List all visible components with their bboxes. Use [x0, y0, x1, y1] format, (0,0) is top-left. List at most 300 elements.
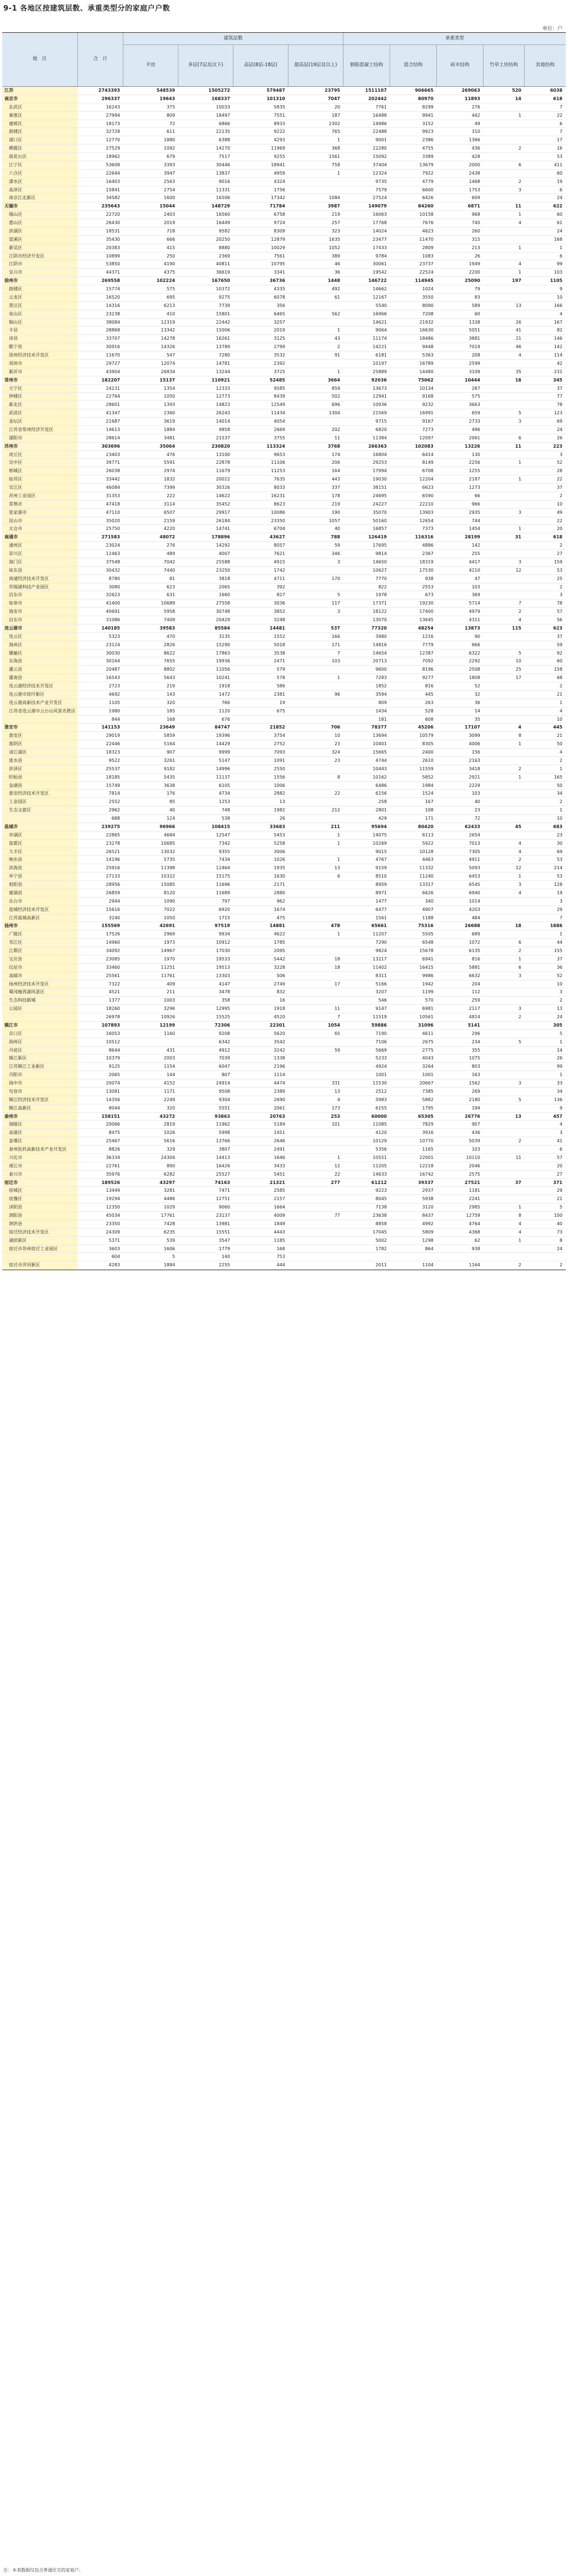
- table-row: [2, 1146, 566, 1154]
- row-cell: 3006: [273, 849, 285, 854]
- row-cell: 10134: [419, 385, 434, 391]
- row-cell: 1105: [550, 278, 562, 284]
- row-cell: 3603: [108, 1246, 120, 1251]
- row-cell: 22644: [106, 170, 120, 176]
- row-cell: 37: [556, 956, 562, 962]
- row-cell: 287: [471, 385, 480, 391]
- row-cell: 78: [556, 402, 562, 408]
- row-cell: [288, 1253, 343, 1261]
- row-cell: [484, 1054, 525, 1062]
- row-cell: 71784: [270, 204, 285, 209]
- row-cell: 1: [518, 741, 521, 747]
- row-cell: 331: [331, 1081, 340, 1086]
- row-cell: [288, 682, 343, 690]
- table-row: [2, 881, 566, 889]
- row-cell: 1742: [273, 567, 285, 573]
- row-region-name: 吴江区: [2, 484, 78, 492]
- row-cell: 103: [554, 270, 562, 275]
- row-cell: 26521: [106, 849, 120, 854]
- row-cell: 3916: [422, 1130, 434, 1136]
- table-row: [2, 798, 566, 806]
- row-cell: 2610: [422, 757, 434, 763]
- row-cell: 2: [518, 948, 521, 953]
- table-row: [2, 765, 566, 774]
- table-row: [2, 112, 566, 120]
- row-cell: 72: [474, 816, 480, 821]
- row-cell: 26: [556, 435, 562, 440]
- row-cell: 1852: [375, 683, 387, 688]
- table-row: [2, 343, 566, 351]
- row-cell: 47110: [106, 509, 120, 515]
- table-row: [2, 707, 566, 716]
- row-cell: [484, 385, 525, 393]
- row-cell: 78: [556, 601, 562, 606]
- row-cell: 30432: [106, 567, 120, 573]
- table-row: [2, 757, 566, 765]
- row-cell: 6038: [550, 88, 562, 93]
- row-cell: 49: [474, 121, 480, 126]
- row-cell: 25: [556, 576, 562, 581]
- row-cell: 966: [471, 501, 480, 507]
- row-cell: 14967: [161, 948, 175, 953]
- row-cell: 6758: [273, 212, 285, 217]
- row-region-name: 邗江区: [2, 939, 78, 947]
- row-cell: [484, 682, 525, 690]
- row-cell: 170: [331, 576, 340, 581]
- row-cell: 128: [554, 882, 562, 887]
- row-cell: 415: [166, 245, 175, 250]
- row-cell: 95694: [371, 824, 387, 829]
- row-cell: [288, 914, 343, 922]
- row-cell: 61: [556, 220, 562, 225]
- row-cell: 33460: [106, 964, 120, 970]
- row-cell: 10: [334, 733, 340, 739]
- row-cell: 23024: [106, 543, 120, 548]
- row-region-name: 蜀冈瘦西湖风景区: [2, 988, 78, 996]
- row-cell: 8802: [163, 667, 175, 672]
- row-cell: 1: [518, 956, 521, 962]
- table-row: [2, 1096, 566, 1104]
- row-cell: 156: [471, 750, 480, 755]
- row-cell: 4711: [273, 576, 285, 581]
- row-cell: 5: [559, 1031, 562, 1036]
- row-cell: 6: [559, 187, 562, 192]
- row-cell: 11893: [465, 96, 480, 101]
- row-cell: 683: [553, 824, 562, 829]
- row-cell: 1: [337, 1155, 340, 1160]
- row-cell: 1978: [375, 592, 387, 598]
- row-region-name: 连云港经济技术开发区: [2, 682, 78, 690]
- row-cell: 4755: [422, 146, 434, 151]
- row-cell: 4: [518, 725, 521, 730]
- row-cell: [484, 1195, 525, 1203]
- row-cell: 2381: [273, 691, 285, 697]
- row-region-name: 连云港市: [2, 625, 78, 632]
- row-cell: 1600: [163, 195, 175, 201]
- row-cell: [288, 178, 343, 186]
- row-cell: 492: [331, 286, 340, 291]
- row-cell: 77: [334, 1213, 340, 1218]
- row-region-name: 天宁区: [2, 385, 78, 393]
- row-region-name: 六合区: [2, 170, 78, 177]
- row-cell: 2046: [469, 1163, 480, 1168]
- row-cell: 2367: [422, 551, 434, 556]
- row-cell: 320: [166, 700, 175, 705]
- row-region-name: 镇江经济技术开发区: [2, 1096, 78, 1104]
- row-cell: 1298: [422, 1237, 434, 1243]
- row-cell: 50: [556, 782, 562, 788]
- row-cell: 53608: [106, 162, 120, 167]
- row-cell: 43: [334, 336, 340, 341]
- row-cell: 158151: [101, 1113, 120, 1119]
- row-cell: 666: [166, 236, 175, 242]
- row-cell: 8971: [375, 890, 387, 895]
- table-row: [2, 1063, 566, 1071]
- row-cell: [484, 136, 525, 144]
- row-cell: 13789: [216, 344, 230, 350]
- row-cell: 2921: [469, 774, 480, 780]
- table-row: [2, 682, 566, 691]
- table-row: [2, 600, 566, 608]
- row-cell: 9001: [375, 137, 387, 143]
- row-cell: 12167: [372, 294, 387, 300]
- row-cell: 26184: [216, 518, 230, 523]
- row-cell: 7561: [273, 253, 285, 259]
- row-cell: 3: [518, 559, 521, 564]
- row-cell: 219: [331, 501, 340, 507]
- row-region-name: 江苏盐城高新区: [2, 914, 78, 922]
- table-row: [2, 1154, 566, 1162]
- row-cell: 442: [471, 112, 480, 118]
- row-cell: 1114: [273, 1072, 285, 1078]
- row-cell: [484, 1088, 525, 1096]
- row-cell: 9585: [273, 385, 285, 391]
- row-cell: 11: [334, 435, 340, 440]
- header-floors-group: 建筑层数: [123, 33, 343, 45]
- row-cell: 20763: [270, 1113, 285, 1119]
- row-cell: 74163: [215, 1180, 230, 1185]
- row-cell: 43627: [270, 534, 285, 540]
- table-row: [2, 1104, 566, 1113]
- row-cell: 7106: [375, 1039, 387, 1044]
- row-cell: 19643: [160, 96, 175, 101]
- row-cell: 16: [556, 146, 562, 151]
- row-region-name: 灌云县: [2, 666, 78, 673]
- row-cell: 520: [512, 88, 521, 93]
- row-cell: 11056: [216, 667, 230, 672]
- row-cell: 2552: [108, 799, 120, 805]
- row-cell: [288, 1054, 343, 1062]
- row-cell: 3240: [108, 915, 120, 920]
- row-cell: 675: [276, 708, 285, 714]
- row-cell: 7208: [422, 311, 434, 316]
- row-cell: 296: [471, 1031, 480, 1036]
- row-cell: 37548: [106, 559, 120, 564]
- row-cell: 1105: [108, 700, 120, 705]
- row-cell: 23: [474, 808, 480, 813]
- row-cell: 6105: [218, 782, 230, 788]
- row-cell: 11384: [372, 435, 387, 440]
- row-cell: 3: [518, 187, 521, 192]
- table-row: [2, 691, 566, 699]
- row-cell: 14622: [216, 493, 230, 498]
- row-cell: 445: [425, 691, 434, 697]
- row-region-name: 扬州市: [2, 922, 78, 930]
- row-cell: 148729: [211, 204, 230, 209]
- row-cell: 22764: [106, 394, 120, 399]
- row-cell: 3550: [422, 294, 434, 300]
- row-cell: 30446: [216, 162, 230, 167]
- row-cell: 10401: [372, 741, 387, 747]
- table-row: [2, 1220, 566, 1228]
- row-cell: 17761: [161, 1213, 175, 1218]
- row-cell: 22280: [372, 146, 387, 151]
- row-cell: 45034: [106, 1213, 120, 1218]
- row-cell: 57: [556, 1155, 562, 1160]
- row-cell: 15044: [160, 204, 175, 209]
- row-cell: 827: [276, 592, 285, 598]
- table-row: [2, 608, 566, 616]
- data-table: [2, 32, 566, 1270]
- row-cell: 5809: [422, 1229, 434, 1235]
- row-cell: 5147: [218, 757, 230, 763]
- row-cell: [484, 285, 525, 293]
- row-cell: 17526: [106, 932, 120, 937]
- row-cell: 3: [559, 452, 562, 457]
- row-cell: 3135: [218, 633, 230, 639]
- row-cell: 1304: [328, 410, 340, 416]
- row-cell: 832: [276, 989, 285, 995]
- table-row: [2, 475, 566, 484]
- row-cell: 113324: [266, 443, 285, 449]
- row-cell: 112: [471, 989, 480, 995]
- table-row: [2, 1237, 566, 1245]
- row-cell: 9923: [422, 129, 434, 135]
- row-cell: 1: [337, 857, 340, 863]
- row-cell: 10128: [419, 849, 434, 854]
- table-row: [2, 393, 566, 401]
- row-cell: 10372: [216, 286, 230, 291]
- footnote: 注：本表数据仅包含普通住宅的家庭户。: [3, 2568, 83, 2573]
- row-cell: 12387: [419, 650, 434, 656]
- row-cell: 27529: [106, 146, 120, 151]
- row-cell: 5: [518, 650, 521, 656]
- row-region-name: 镇江高新区: [2, 1104, 78, 1112]
- row-cell: 2: [518, 179, 521, 184]
- row-region-name: 泉山区: [2, 310, 78, 318]
- row-cell: 4324: [273, 179, 285, 184]
- row-cell: 48072: [160, 534, 175, 540]
- row-cell: 35020: [106, 518, 120, 523]
- row-cell: 18323: [106, 750, 120, 755]
- row-cell: 10: [556, 716, 562, 722]
- table-row: [2, 277, 566, 285]
- row-cell: 230820: [211, 443, 230, 449]
- row-cell: [484, 542, 525, 549]
- row-cell: 1001: [422, 1072, 434, 1078]
- row-cell: 2508: [469, 667, 480, 672]
- row-cell: 5018: [273, 642, 285, 647]
- row-cell: 231: [554, 369, 562, 374]
- row-cell: 29917: [216, 509, 230, 515]
- row-cell: 37: [515, 1180, 521, 1185]
- row-cell: 167650: [211, 278, 230, 284]
- row-cell: 260: [471, 228, 480, 234]
- row-cell: 2669: [273, 427, 285, 432]
- row-cell: 6453: [469, 874, 480, 879]
- row-cell: 5363: [422, 353, 434, 358]
- row-cell: 938: [471, 1246, 480, 1251]
- row-cell: 6708: [422, 468, 434, 474]
- row-cell: 61212: [371, 1180, 387, 1185]
- table-row: [2, 326, 566, 335]
- row-cell: 61: [334, 294, 340, 300]
- row-region-name: 栖霞区: [2, 145, 78, 152]
- row-cell: 4152: [163, 1081, 175, 1086]
- row-cell: 14: [515, 96, 521, 101]
- row-cell: [233, 716, 288, 724]
- row-cell: 22865: [106, 832, 120, 838]
- row-cell: 16449: [216, 220, 230, 225]
- row-cell: 40691: [106, 609, 120, 615]
- row-cell: 27994: [106, 112, 120, 118]
- row-cell: 3638: [163, 782, 175, 788]
- row-cell: 570: [425, 998, 434, 1003]
- row-cell: 5881: [469, 964, 480, 970]
- row-cell: 13766: [216, 1138, 230, 1144]
- row-cell: 16506: [216, 195, 230, 201]
- row-cell: 368: [331, 146, 340, 151]
- row-cell: [484, 988, 525, 996]
- row-cell: 18: [334, 964, 340, 970]
- row-cell: 6047: [218, 1064, 230, 1069]
- table-row: [2, 997, 566, 1005]
- row-cell: 28868: [106, 328, 120, 333]
- row-cell: 7761: [375, 104, 387, 110]
- row-cell: [288, 997, 343, 1004]
- row-cell: 1026: [163, 1130, 175, 1136]
- row-cell: 1057: [328, 518, 340, 523]
- row-cell: 1664: [273, 1205, 285, 1210]
- row-cell: 30916: [106, 344, 120, 350]
- row-cell: 1: [518, 526, 521, 532]
- table-row: [2, 236, 566, 244]
- row-cell: 168337: [211, 96, 230, 101]
- row-region-name: 新北区: [2, 401, 78, 409]
- table-row: [2, 1088, 566, 1096]
- row-region-name: 溧阳市: [2, 434, 78, 442]
- row-cell: 9147: [375, 1006, 387, 1012]
- row-cell: 36334: [106, 1155, 120, 1160]
- row-cell: 2229: [469, 782, 480, 788]
- row-cell: 18319: [419, 559, 434, 564]
- row-cell: 123: [554, 410, 562, 416]
- row-cell: 305: [553, 1022, 562, 1028]
- row-region-name: 洪泽区: [2, 765, 78, 773]
- row-cell: 1918: [218, 683, 230, 688]
- row-cell: 5714: [469, 601, 480, 606]
- row-cell: 3242: [273, 1047, 285, 1053]
- row-cell: 26834: [161, 369, 175, 374]
- row-cell: 115: [512, 625, 521, 631]
- row-cell: 2: [559, 998, 562, 1003]
- row-cell: 22301: [270, 1022, 285, 1028]
- row-cell: 1468: [469, 179, 480, 184]
- row-cell: 5620: [273, 1031, 285, 1036]
- row-cell: 13303: [216, 973, 230, 978]
- table-row: [2, 724, 566, 732]
- row-region-name: 常熟市: [2, 501, 78, 508]
- row-cell: 8475: [108, 1130, 120, 1136]
- row-cell: 50: [556, 741, 562, 747]
- row-cell: 22: [556, 477, 562, 482]
- row-cell: 2302: [328, 121, 340, 126]
- row-region-name: 滨海县: [2, 864, 78, 872]
- row-cell: 13679: [419, 162, 434, 167]
- table-row: [2, 178, 566, 186]
- row-region-name: 秦淮区: [2, 112, 78, 120]
- row-cell: 27524: [372, 195, 387, 201]
- table-row: [2, 641, 566, 650]
- row-cell: 816: [425, 683, 434, 688]
- row-cell: 32728: [106, 129, 120, 135]
- row-cell: 12324: [372, 170, 387, 176]
- row-cell: [484, 1171, 525, 1178]
- row-cell: 7373: [422, 526, 434, 532]
- row-cell: 2019: [163, 220, 175, 225]
- row-cell: 223: [553, 443, 562, 449]
- row-cell: 11207: [372, 932, 387, 937]
- row-cell: 146722: [368, 278, 387, 284]
- row-cell: 2801: [375, 808, 387, 813]
- row-cell: 15085: [161, 882, 175, 887]
- row-cell: 1052: [328, 245, 340, 250]
- row-cell: 11332: [419, 865, 434, 871]
- table-row: [2, 434, 566, 443]
- table-row: [2, 889, 566, 898]
- table-row: [2, 244, 566, 252]
- row-cell: 5669: [375, 1047, 387, 1053]
- row-cell: 5643: [163, 675, 175, 681]
- row-cell: 7399: [163, 485, 175, 490]
- table-row: [2, 823, 566, 831]
- row-cell: 9600: [375, 667, 387, 672]
- row-cell: 13032: [161, 849, 175, 854]
- unit-label: 单位：户: [542, 26, 562, 32]
- row-cell: 211: [331, 824, 340, 829]
- row-cell: 3663: [469, 402, 480, 408]
- row-cell: 35: [474, 716, 480, 722]
- row-cell: 689: [471, 932, 480, 937]
- row-region-name: 生态文旅区: [2, 806, 78, 814]
- row-cell: 103: [471, 1147, 480, 1152]
- row-cell: 31096: [418, 1022, 434, 1028]
- row-cell: 8: [518, 1213, 521, 1218]
- row-cell: 10443: [372, 766, 387, 771]
- row-cell: 24131: [106, 385, 120, 391]
- row-cell: 15774: [106, 286, 120, 291]
- row-cell: 4814: [469, 1014, 480, 1019]
- row-cell: 968: [471, 212, 480, 217]
- row-cell: 40: [474, 799, 480, 805]
- row-cell: 1185: [273, 1237, 285, 1243]
- row-cell: 3248: [273, 617, 285, 622]
- row-cell: 60: [556, 212, 562, 217]
- row-region-name: 宿迁经济技术开发区: [2, 1228, 78, 1236]
- row-cell: [484, 360, 525, 368]
- row-cell: 22524: [419, 270, 434, 275]
- row-cell: 3852: [273, 609, 285, 615]
